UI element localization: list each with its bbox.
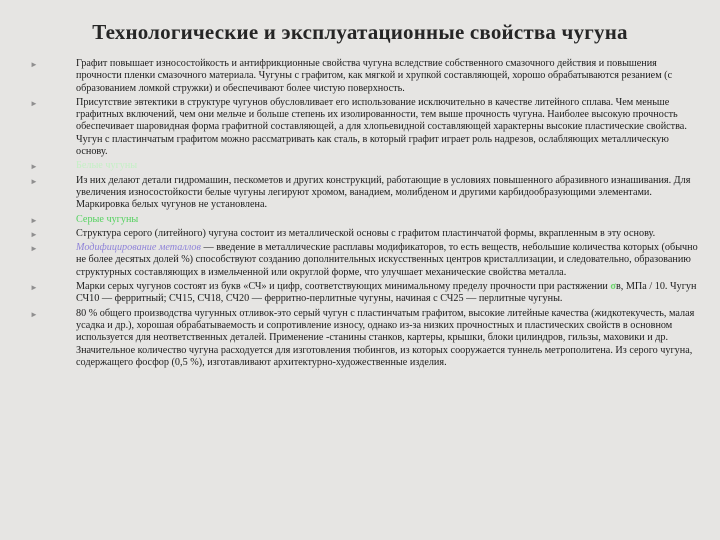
bullet-marker-icon: ► [30,309,38,319]
bullet-marker-icon: ► [30,283,38,293]
bullet-item [30,308,702,369]
bullet-text: 80 % общего производства чугунных отливок-это серый чугун с пластинчатым графитом, высокие литейные качества (жидкотекучесть, малая усадка и др.), хорошая обрабатываемость и сопротивление износу, однако из-за низких прочностных и пластических свойств в основном используется для неответственных деталей. Применение -станины станков, картеры, крышки, блоки цилиндров, гильзы, маховики и др. Значительное количество чугуна расходуется для изготовления тюбингов, из которых сооружается туннель метрополитена. Из серого чугуна, содержащего фосфор (0,5 %), изготавливают архитектурно-художественные изделия. [76,307,695,368]
bullet-marker-icon: ► [30,229,38,239]
bullet-marker-icon: ► [30,162,38,172]
section-heading-gray-cast-iron: Серые чугуны [76,213,139,225]
bullet-item [30,214,702,226]
bullet-item [30,175,702,212]
page-title: Технологические и эксплуатационные свойства чугуна [92,20,628,44]
bullet-text: Графит повышает износостойкость и антифрикционные свойства чугуна вследствие собственного смазочного действия и повышения прочности пленки смазочного материала. Чугуны с графитом, как мягкой и хрупкой составляющей, хорошо обрабатываются резанием (с образованием ломкой стружки) и обеспечивают более чистую поверхность. [76,58,673,94]
bullet-list [30,58,702,371]
bullet-marker-icon: ► [30,215,38,225]
bullet-marker-icon: ► [30,176,38,186]
section-heading-white-cast-iron: Белые чугуны [76,160,138,172]
sigma-symbol: σ [610,281,616,293]
bullet-marker-icon: ► [30,244,38,254]
bullet-item [30,242,702,279]
bullet-text: Из них делают детали гидромашин, пескометов и других конструкций, работающие в условиях повышенного абразивного изнашивания. Для увеличения износостойкости белые чугуны легируют хромом, ванадием, молибденом и другими карбидообразующими элементами. Маркировка белых чугунов не установлена. [76,174,691,211]
bullet-item [30,97,702,158]
bullet-text: — введение в металлические расплавы модификаторов, то есть веществ, небольшие количества которых (обычно не более десятых долей %) способствуют созданию дополнительных искусственных центров кристаллизации, и следовательно, образованию структурных составляющих в измельченной или округлой форме, что улучшает механические свойства металла. [76,242,698,278]
bullet-marker-icon: ► [30,98,38,108]
bullet-item [30,58,702,95]
bullet-item [30,228,702,240]
bullet-text: Структура серого (литейного) чугуна состоит из металлической основы с графитом пластинчатой формы, вкрапленным в эту основу. [76,227,656,239]
bullet-text: в, МПа / 10. Чугун СЧ10 — ферритный; СЧ15, СЧ18, СЧ20 — ферритно-перлитные чугуны, начиная с СЧ25 — перлитные чугуны. [76,281,697,305]
term-metal-modification: Модифицирование металлов [76,242,201,254]
bullet-item [30,281,702,306]
bullet-text: Присутствие эвтектики в структуре чугунов обусловливает его использование исключительно в качестве литейного сплава. Чем меньше графитных включений, чем они мельче и больше степень их изолированности, тем выше прочность чугуна. Наиболее высокую прочность обеспечивает шаровидная форма графитной составляющей, а для хлопьевидной составляющей характерны высокие пластические свойства. Чугун с пластинчатым графитом можно рассматривать как сталь, в который графит играет роль надрезов, ослабляющих металлическую основу. [76,96,687,158]
bullet-marker-icon: ► [30,60,38,69]
bullet-text: Марки серых чугунов состоят из букв «СЧ» и цифр, соответствующих минимальному пределу прочности при растяжении [76,281,611,293]
bullet-item [30,160,702,172]
